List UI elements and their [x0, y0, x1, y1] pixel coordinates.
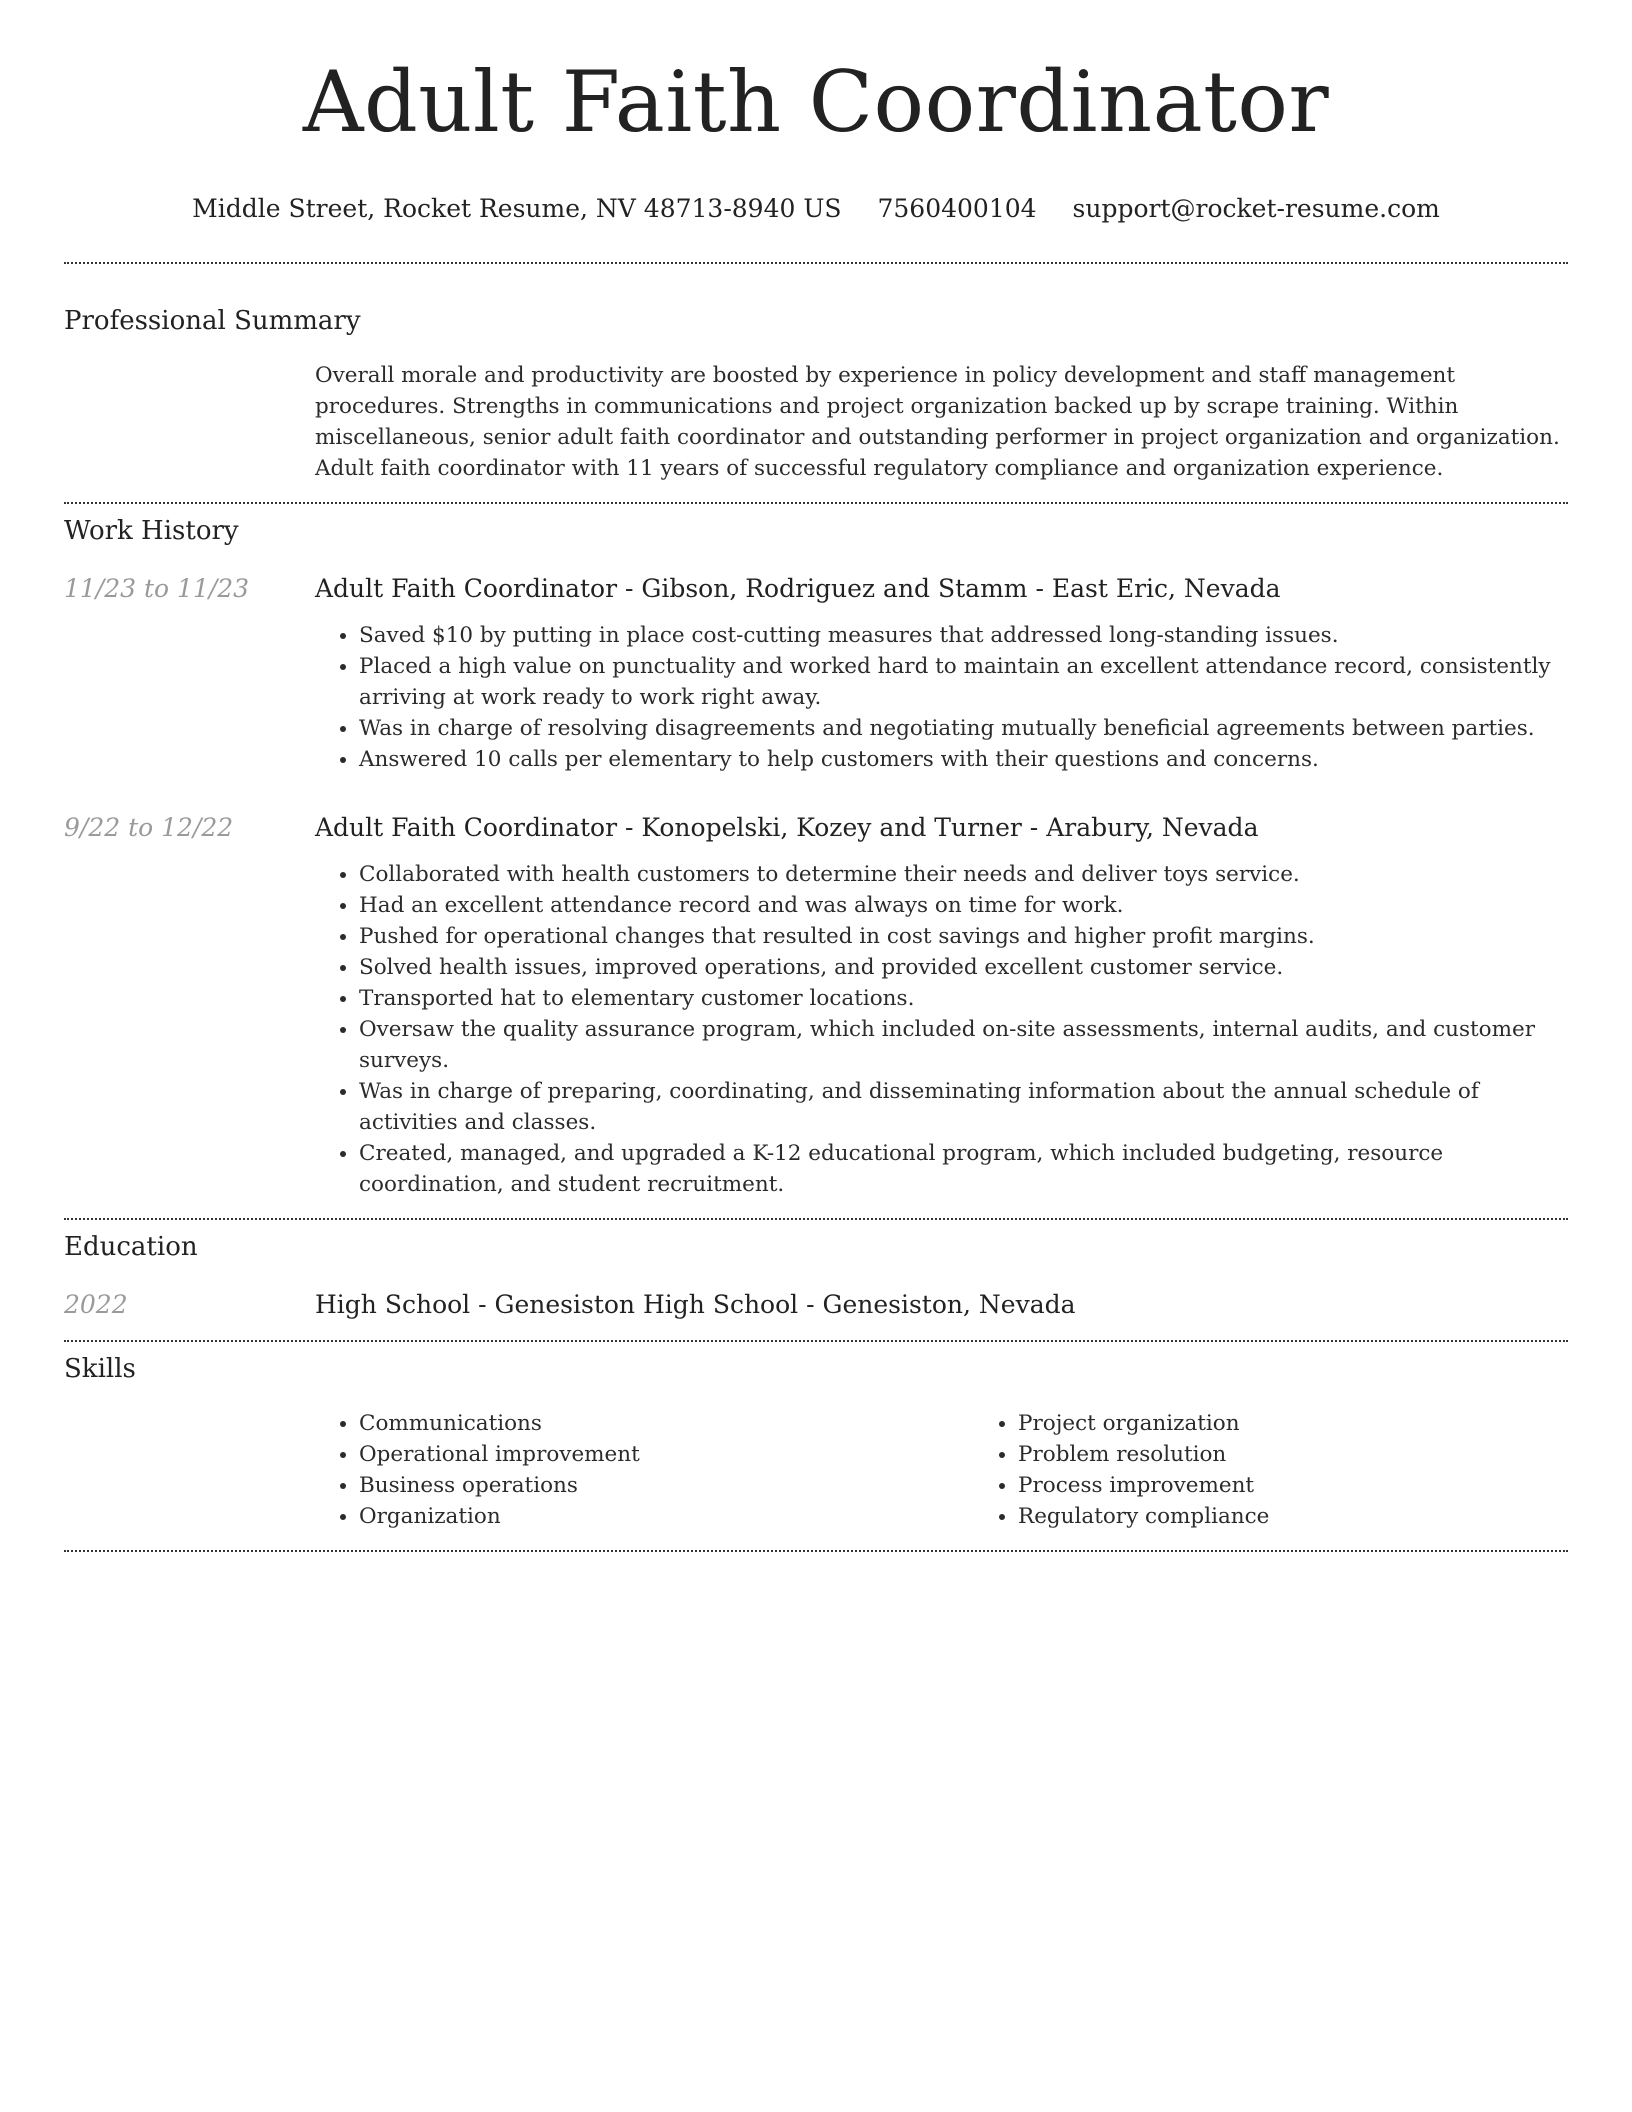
- job-entry: [64, 572, 1568, 775]
- list-item: • Solved health issues, improved operations, and provided excellent customer service.: [359, 952, 1568, 983]
- job-dates: 11/23 to 11/23: [64, 574, 250, 603]
- list-item: • Process improvement: [1018, 1470, 1632, 1501]
- resume-name: Adult Faith Coordinator: [302, 53, 1330, 151]
- job-bullets: [315, 620, 1568, 775]
- job-dates: 9/22 to 12/22: [64, 813, 234, 842]
- list-item: • Pushed for operational changes that resulted in cost savings and higher profit margins.: [359, 921, 1568, 952]
- contact-email: support@rocket-resume.com: [1072, 194, 1440, 223]
- list-item: • Problem resolution: [1018, 1439, 1632, 1470]
- education-entry: [64, 1288, 1568, 1322]
- section-title-education: Education: [64, 1232, 198, 1262]
- contact-phone: 7560400104: [877, 194, 1037, 223]
- summary-text: Overall morale and productivity are boosted by experience in policy development and staff management procedures. Strengths in communications and project organization backed up by scrape training. Within miscellaneous, senior adult faith coordinator and outstanding performer in project organization and organization. Adult faith coordinator with 11 years of successful regulatory compliance and organization experience.: [315, 363, 1560, 481]
- work-history-section: [64, 504, 1568, 1200]
- skills-list-left: [315, 1408, 974, 1532]
- list-item: • Regulatory compliance: [1018, 1501, 1632, 1532]
- list-item: • Communications: [359, 1408, 974, 1439]
- education-section: [64, 1220, 1568, 1322]
- list-item: • Transported hat to elementary customer locations.: [359, 983, 1568, 1014]
- section-divider: [64, 1550, 1568, 1552]
- list-item: • Organization: [359, 1501, 974, 1532]
- education-year: 2022: [64, 1290, 128, 1319]
- list-item: • Created, managed, and upgraded a K-12 educational program, which included budgeting, resource coordination, and student recruitment.: [359, 1138, 1568, 1200]
- list-item: • Oversaw the quality assurance program, which included on-site assessments, internal audits, and customer surveys.: [359, 1014, 1568, 1076]
- section-title-work: Work History: [64, 516, 239, 546]
- list-item: • Saved $10 by putting in place cost-cutting measures that addressed long-standing issues.: [359, 620, 1568, 651]
- section-title-summary: Professional Summary: [64, 306, 361, 336]
- professional-summary-section: [64, 264, 1568, 484]
- list-item: • Project organization: [1018, 1408, 1632, 1439]
- list-item: • Collaborated with health customers to determine their needs and deliver toys service.: [359, 859, 1568, 890]
- job-heading: Adult Faith Coordinator - Gibson, Rodriguez and Stamm - East Eric, Nevada: [315, 574, 1281, 603]
- section-title-skills: Skills: [64, 1354, 136, 1384]
- list-item: • Business operations: [359, 1470, 974, 1501]
- contact-address: Middle Street, Rocket Resume, NV 48713-8940 US: [192, 194, 842, 223]
- job-entry: [64, 811, 1568, 1200]
- list-item: • Was in charge of resolving disagreements and negotiating mutually beneficial agreements between parties.: [359, 713, 1568, 744]
- job-bullets: [315, 859, 1568, 1200]
- list-item: • Had an excellent attendance record and was always on time for work.: [359, 890, 1568, 921]
- job-heading: Adult Faith Coordinator - Konopelski, Kozey and Turner - Arabury, Nevada: [315, 813, 1259, 842]
- skills-section: [64, 1342, 1568, 1532]
- list-item: • Answered 10 calls per elementary to help customers with their questions and concerns.: [359, 744, 1568, 775]
- list-item: • Operational improvement: [359, 1439, 974, 1470]
- list-item: • Was in charge of preparing, coordinating, and disseminating information about the annual schedule of activities and classes.: [359, 1076, 1568, 1138]
- list-item: • Placed a high value on punctuality and worked hard to maintain an excellent attendance record, consistently arriving at work ready to work right away.: [359, 651, 1568, 713]
- skills-list-right: [974, 1408, 1632, 1532]
- education-heading: High School - Genesiston High School - Genesiston, Nevada: [315, 1290, 1076, 1319]
- contact-line: [64, 192, 1568, 226]
